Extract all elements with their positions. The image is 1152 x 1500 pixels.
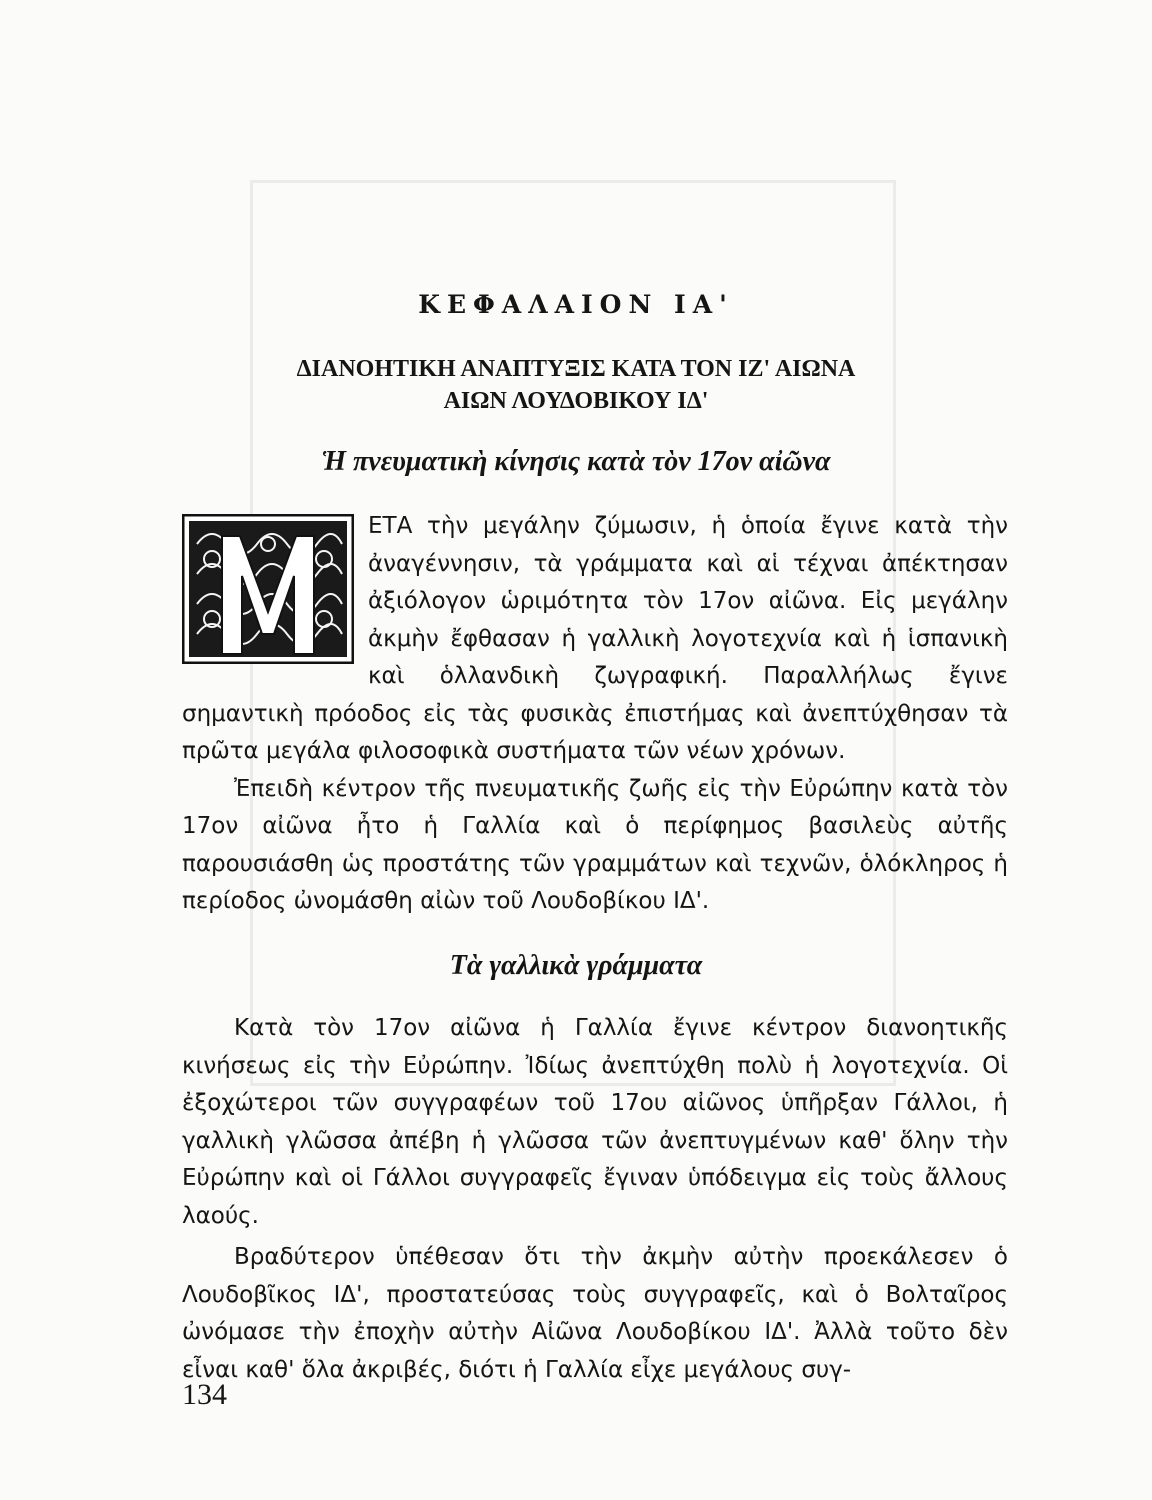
chapter-heading: ΚΕΦΑΛΑΙΟΝ ΙΑ' bbox=[418, 290, 734, 319]
section2-paragraph2: Βραδύτερον ὑπέθεσαν ὅτι τὴν ἀκμὴν αὐτὴν προεκάλεσεν ὁ Λουδοβῖκος ΙΔ', προστατεύσας τοὺς συγγραφεῖς, καὶ ὁ Βολταῖρος ὠνόμασε τὴν ἐποχὴν αὐτὴν Αἰῶνα Λουδοβίκου ΙΔ'. Ἀλλὰ τοῦτο δὲν εἶναι καθ' ὅλα ἀκριβές, διότι ἡ Γαλλία εἶχε μεγάλους συγ- bbox=[182, 1244, 1008, 1383]
dropcap-illuminated-letter bbox=[182, 514, 354, 664]
section1-paragraph1-text: ΕΤΑ τὴν μεγάλην ζύμωσιν, ἡ ὁποία ἔγινε κατὰ τὴν ἀναγέννησιν, τὰ γράμματα καὶ αἱ τέχναι ἀπέκτησαν ἀξιόλογον ὡριμότητα τὸν 17ον αἰῶνα. Εἰς μεγάλην ἀκμὴν ἔφθασαν ἡ γαλλικὴ λογοτεχνία καὶ ἡ ἱσπανικὴ καὶ ὁλλανδικὴ ζωγραφική. Παραλλήλως ἔγινε σημαντικὴ πρόοδος εἰς τὰς φυσικὰς ἐπιστήμας καὶ ἀνεπτύχθησαν τὰ πρῶτα μεγάλα φιλοσοφικὰ συστήματα τῶν νέων χρόνων. bbox=[182, 513, 1008, 764]
section1-paragraph2: Ἐπειδὴ κέντρον τῆς πνευματικῆς ζωῆς εἰς τὴν Εὐρώπην κατὰ τὸν 17ον αἰῶνα ἦτο ἡ Γαλλία καὶ ὁ περίφημος βασιλεὺς αὐτῆς παρουσιάσθη ὡς προστάτης τῶν γραμμάτων καὶ τεχνῶν, ὁλόκληρος ἡ περίοδος ὠνομάσθη αἰὼν τοῦ Λουδοβίκου ΙΔ'. bbox=[182, 775, 1008, 914]
section2-body bbox=[182, 1010, 1008, 1389]
section1-heading: Ἡ πνευματικὴ κίνησις κατὰ τὸν 17ον αἰῶνα bbox=[321, 446, 831, 477]
page-number: 134 bbox=[182, 1378, 227, 1411]
section2-heading: Τὰ γαλλικὰ γράμματα bbox=[449, 950, 703, 981]
chapter-title-line2: ΑΙΩΝ ΛΟΥΔΟΒΙΚΟΥ ΙΔ' bbox=[443, 388, 709, 414]
section1-paragraph1 bbox=[182, 508, 1008, 771]
section2-paragraph1: Κατὰ τὸν 17ον αἰῶνα ἡ Γαλλία ἔγινε κέντρον διανοητικῆς κινήσεως εἰς τὴν Εὐρώπην. Ἰδίως ἀνεπτύχθη πολὺ ἡ λογοτεχνία. Οἱ ἐξοχώτεροι τῶν συγγραφέων τοῦ 17ου αἰῶνος ὑπῆρξαν Γάλλοι, ἡ γαλλικὴ γλῶσσα ἀπέβη ἡ γλῶσσα τῶν ἀνεπτυγμένων καθ' ὅλην τὴν Εὐρώπην καὶ οἱ Γάλλοι συγγραφεῖς ἔγιναν ὑπόδειγμα εἰς τοὺς ἄλλους λαούς. bbox=[182, 1015, 1008, 1229]
chapter-title-line1: ΔΙΑΝΟΗΤΙΚΗ ΑΝΑΠΤΥΞΙΣ ΚΑΤΑ ΤΟΝ ΙΖ' ΑΙΩΝΑ bbox=[296, 356, 856, 382]
section1-body bbox=[182, 508, 1008, 921]
